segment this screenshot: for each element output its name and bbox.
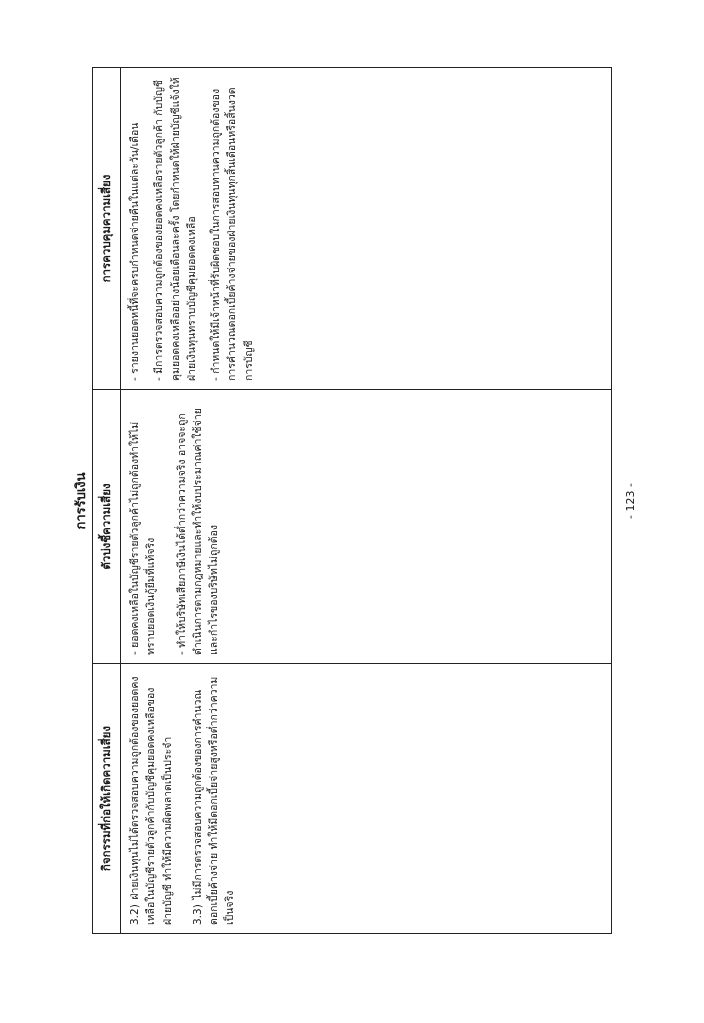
- risk-table: [92, 67, 612, 934]
- item-number: 3.3): [191, 904, 204, 925]
- risk-activity-item: [127, 672, 176, 925]
- header-risk-activity: กิจกรรมที่ก่อให้เกิดความเสี่ยง: [93, 664, 121, 934]
- header-risk-control: การควบคุมความเสี่ยง: [93, 68, 121, 390]
- table-header-row: [93, 68, 121, 934]
- item-number: 3.2): [129, 904, 141, 925]
- rotated-page-content: [74, 68, 637, 934]
- risk-activity-item: [190, 672, 239, 925]
- item-text: ไม่มีการตรวจสอบความถูกต้องของการคำนวณดอกเบี้ยค้างจ่าย ทำให้มีดอกเบี้ยจ่ายสูงหรือต่ำกว่าความเป็นจริง: [191, 676, 237, 925]
- table-row: [121, 68, 612, 934]
- header-risk-indicator: ตัวบ่งชี้ความเสี่ยง: [93, 390, 121, 664]
- risk-indicator-item: - ทำให้บริษัทเสียภาษีเงินได้ต่ำกว่าความจริง อาจจะถูกดำเนินการตามกฎหมายและทำให้งบประมาณค่าใช้จ่ายและกำไรของบริษัทไม่ถูกต้อง: [175, 408, 221, 655]
- risk-indicator-item: - ยอดคงเหลือในบัญชีรายตัวลูกค้าไม่ถูกต้องทำให้ไม่ทราบยอดเงินกู้ยืมที่แท้จริง: [129, 421, 158, 655]
- risk-activity-cell: [121, 664, 612, 934]
- item-text: ฝ่ายเงินทุนไม่ได้ตรวจสอบความถูกต้องของยอดคงเหลือในบัญชีรายตัวลูกค้ากับบัญชีคุมยอดคงเหลือของฝ่ายบัญชี ทำให้มีความผิดพลาดเป็นประจำ: [129, 676, 174, 925]
- risk-indicator-cell: [121, 390, 612, 664]
- risk-control-cell: [121, 68, 612, 390]
- page-title: การรับเงิน: [74, 472, 89, 530]
- risk-control-item: - มีการตรวจสอบความถูกต้องของยอดคงเหลือรายตัวลูกค้า กับบัญชีคุมยอดคงเหลืออย่างน้อยเดือนละครั้ง โดยกำหนดให้ฝ่ายบัญชีแจ้งให้ฝ่ายเงินทุนทราบบัญชีคุมยอดคงเหลือ: [153, 77, 198, 381]
- risk-control-item: - กำหนดให้มีเจ้าหน้าที่รับผิดชอบในการสอบทานความถูกต้องของการคำนวณดอกเบี้ยค้างจ่ายของฝ่ายเงินทุนทุกสิ้นเดือนหรือสิ้นงวดการบัญชี: [210, 87, 255, 381]
- page-number: - 123 -: [624, 483, 637, 519]
- risk-control-item: - รายงานยอดหนี้ที่จะครบกำหนดจ่ายคืนในแต่ละวัน/เดือน: [129, 122, 141, 381]
